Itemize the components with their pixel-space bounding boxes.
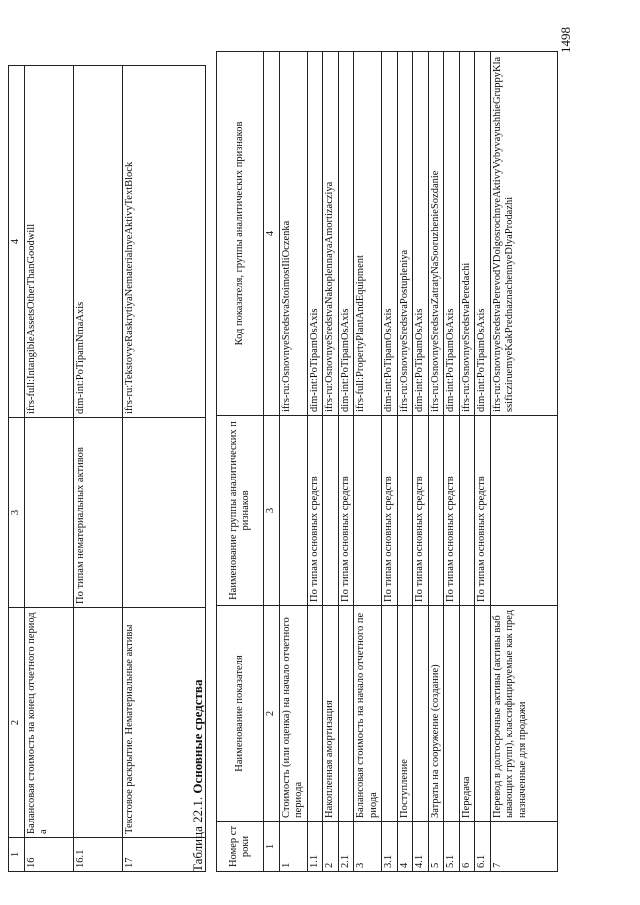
table-row <box>354 52 382 872</box>
table-row <box>413 52 429 872</box>
table-row <box>459 52 475 872</box>
table-index-row <box>264 52 280 872</box>
indicator-code: ifrs-ru:OsnovnyeSredstvaPostupleniya <box>397 52 413 416</box>
row-number: 2 <box>323 822 339 872</box>
prev-index-cell: 2 <box>9 608 25 838</box>
row-number: 7 <box>490 822 557 872</box>
indicator-code: ifrs-full:IntangibleAssetsOtherThanGoodwill <box>24 66 73 418</box>
row-number: 17 <box>122 838 205 872</box>
indicator-code: ifrs-ru:TekstovyeRaskrytiyaNematerialnyeAktivyTextBlock <box>122 66 205 418</box>
group-name: По типам основных средств <box>444 416 460 606</box>
table-row <box>428 52 444 872</box>
table-caption-prefix: Таблица 22.1. <box>190 793 205 872</box>
row-number: 16 <box>24 838 73 872</box>
table-header-row <box>217 52 264 872</box>
indicator-name: Передача <box>459 606 475 822</box>
page-number: 1498 <box>558 27 573 53</box>
indicator-code: ifrs-ru:OsnovnyeSredstvaNakoplennayaAmortizacziya <box>323 52 339 416</box>
table-row <box>444 52 460 872</box>
table-row <box>323 52 339 872</box>
indicator-name: Балансовая стоимость на начало отчетного периода <box>354 606 382 822</box>
prev-index-cell: 3 <box>9 418 25 608</box>
prev-table-index-row <box>9 66 25 872</box>
row-number: 4 <box>397 822 413 872</box>
table-caption <box>190 680 206 872</box>
row-number: 6.1 <box>475 822 491 872</box>
indicator-name <box>382 606 398 822</box>
row-number: 4.1 <box>413 822 429 872</box>
indicator-name <box>73 608 122 838</box>
group-name <box>354 416 382 606</box>
indicator-code: ifrs-ru:OsnovnyeSredstvaStoimostIliOczenka <box>279 52 307 416</box>
group-name <box>323 416 339 606</box>
row-number: 5 <box>428 822 444 872</box>
group-name <box>279 416 307 606</box>
indicator-code: dim-int:PoTipamOsAxis <box>444 52 460 416</box>
indicator-code: dim-int:PoTipamOsAxis <box>475 52 491 416</box>
group-name <box>428 416 444 606</box>
table-row <box>382 52 398 872</box>
indicator-code: ifrs-full:PropertyPlantAndEquipment <box>354 52 382 416</box>
column-header: Наименование показателя <box>217 606 264 822</box>
table-row <box>279 52 307 872</box>
table-row <box>307 52 323 872</box>
indicator-name <box>444 606 460 822</box>
index-cell: 1 <box>264 822 280 872</box>
indicator-name: Стоимость (или оценка) на начало отчетного периода <box>279 606 307 822</box>
row-number: 5.1 <box>444 822 460 872</box>
row-number: 6 <box>459 822 475 872</box>
table-caption-title: Основные средства <box>190 679 205 794</box>
fixed-assets-table <box>216 51 558 872</box>
indicator-code: dim-int:PoTipamNmaAxis <box>73 66 122 418</box>
group-name: По типам основных средств <box>382 416 398 606</box>
indicator-code: ifrs-ru:OsnovnyeSredstvaPeredachi <box>459 52 475 416</box>
column-header: Код показателя, группы аналитических признаков <box>217 52 264 416</box>
group-name <box>122 418 205 608</box>
row-number: 3.1 <box>382 822 398 872</box>
indicator-name <box>307 606 323 822</box>
index-cell: 4 <box>264 52 280 416</box>
column-header: Наименование группы аналитических признаков <box>217 416 264 606</box>
indicator-code: ifrs-ru:OsnovnyeSredstvaZatratyNaSooruzhenieSozdanie <box>428 52 444 416</box>
previous-table <box>8 65 206 872</box>
prev-index-cell: 4 <box>9 66 25 418</box>
group-name: По типам основных средств <box>338 416 354 606</box>
rotated-page <box>0 20 582 880</box>
group-name <box>24 418 73 608</box>
row-number: 1 <box>279 822 307 872</box>
table-row <box>475 52 491 872</box>
group-name: По типам основных средств <box>413 416 429 606</box>
indicator-code: dim-int:PoTipamOsAxis <box>413 52 429 416</box>
prev-index-cell: 1 <box>9 838 25 872</box>
indicator-code: ifrs-ru:OsnovnyeSredstvaPerevodVDolgosrochnyeAktivyVybyvayushhieGruppyKlassificziruemyeKakPrednaznachennyeDlyaProdazhi <box>490 52 557 416</box>
column-header: Номер строки <box>217 822 264 872</box>
table-row <box>24 66 73 872</box>
group-name <box>459 416 475 606</box>
indicator-name: Затраты на сооружение (создание) <box>428 606 444 822</box>
indicator-name: Накопленная амортизация <box>323 606 339 822</box>
indicator-name: Текстовое раскрытие. Нематериальные активы <box>122 608 205 838</box>
indicator-name <box>475 606 491 822</box>
indicator-code: dim-int:PoTipamOsAxis <box>382 52 398 416</box>
table-row <box>73 66 122 872</box>
row-number: 2.1 <box>338 822 354 872</box>
indicator-name <box>338 606 354 822</box>
group-name <box>397 416 413 606</box>
table-row <box>490 52 557 872</box>
row-number: 3 <box>354 822 382 872</box>
indicator-name <box>413 606 429 822</box>
row-number: 1.1 <box>307 822 323 872</box>
row-number: 16.1 <box>73 838 122 872</box>
indicator-code: dim-int:PoTipamOsAxis <box>338 52 354 416</box>
group-name: По типам нематериальных активов <box>73 418 122 608</box>
index-cell: 2 <box>264 606 280 822</box>
table-row <box>397 52 413 872</box>
index-cell: 3 <box>264 416 280 606</box>
indicator-name: Поступление <box>397 606 413 822</box>
indicator-name: Перевод в долгосрочные активы (активы выбывающих групп), классифицируемые как предназначенные для продажи <box>490 606 557 822</box>
table-row <box>338 52 354 872</box>
indicator-code: dim-int:PoTipamOsAxis <box>307 52 323 416</box>
group-name: По типам основных средств <box>475 416 491 606</box>
group-name <box>490 416 557 606</box>
group-name: По типам основных средств <box>307 416 323 606</box>
indicator-name: Балансовая стоимость на конец отчетного периода <box>24 608 73 838</box>
